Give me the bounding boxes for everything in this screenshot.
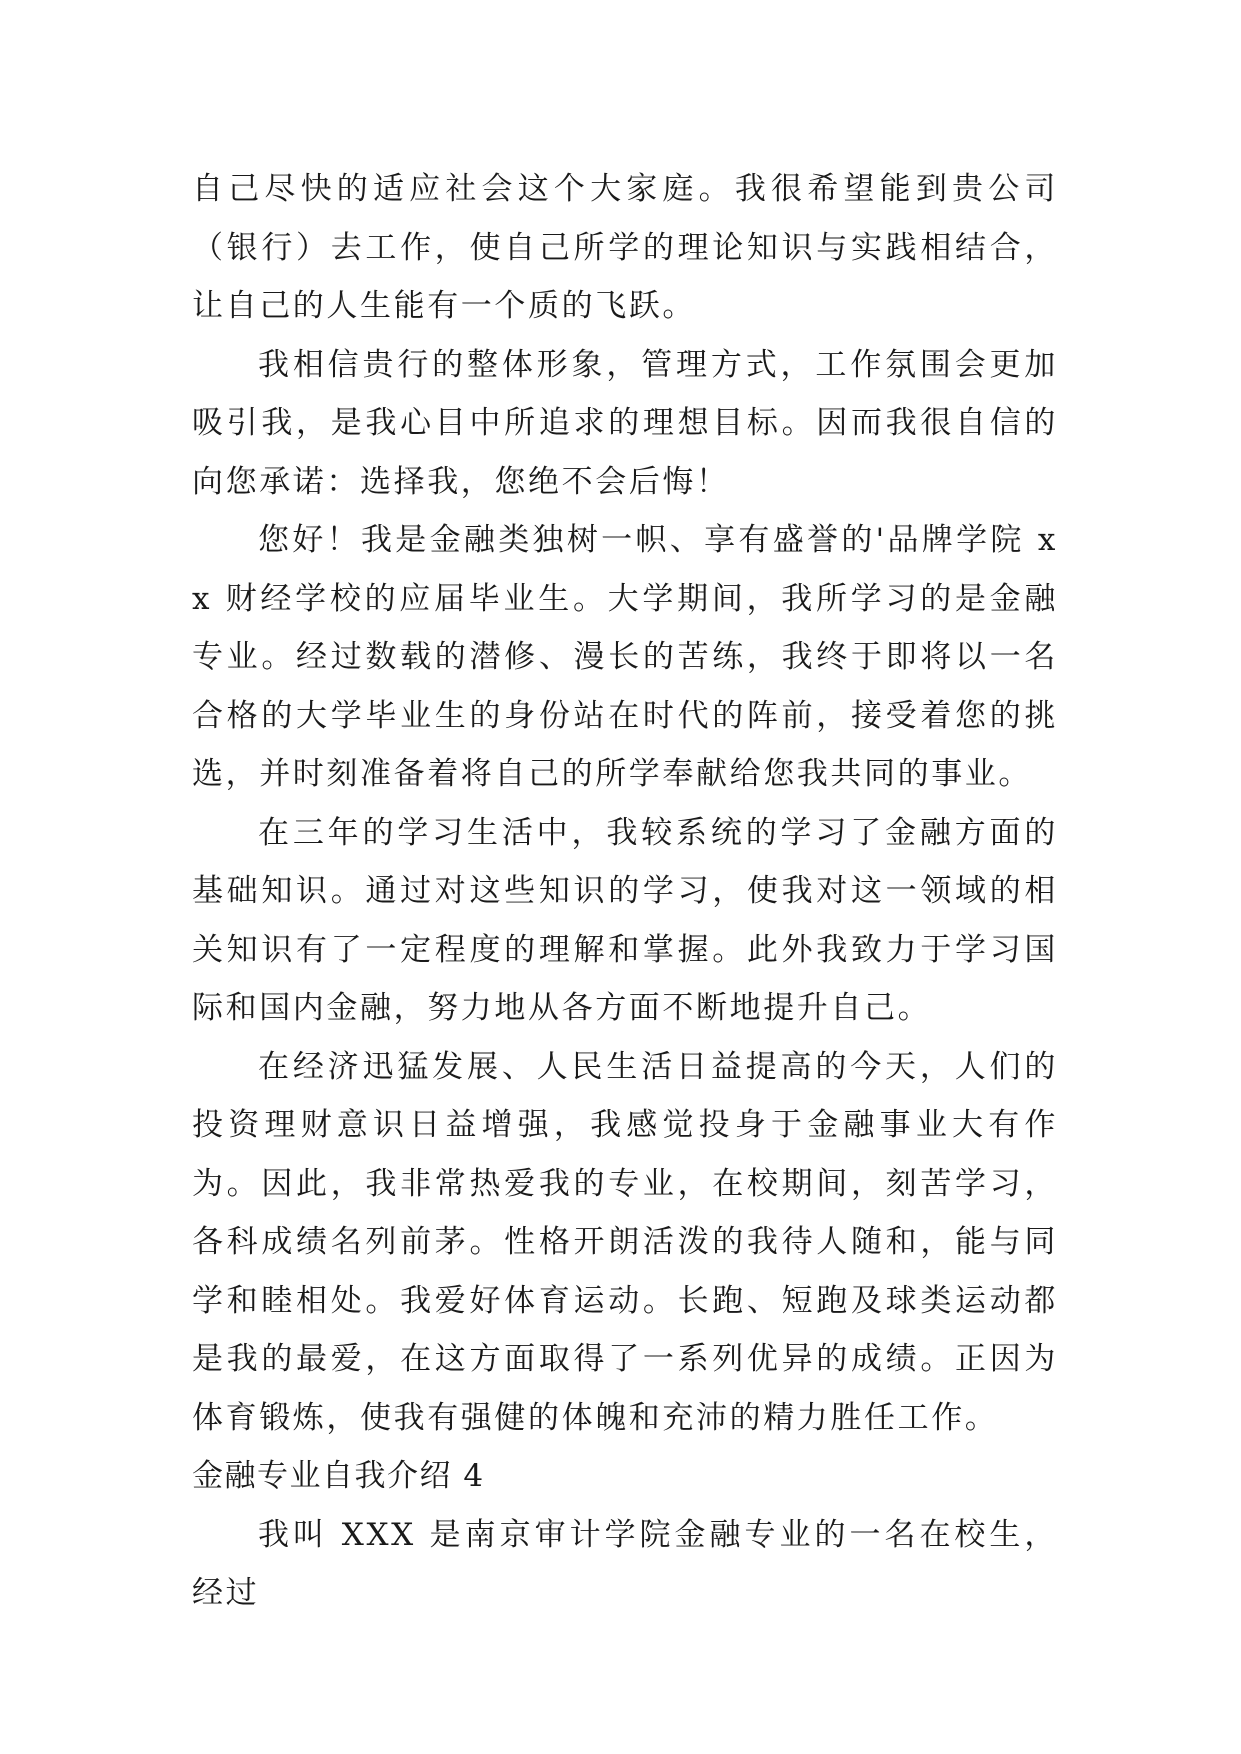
- paragraph-2: 我相信贵行的整体形象，管理方式，工作氛围会更加吸引我，是我心目中所追求的理想目标。因而我很自信的向您承诺：选择我，您绝不会后悔！: [192, 346, 1058, 500]
- section-heading: 金融专业自我介绍 4: [192, 1458, 485, 1494]
- paragraph-6: 我叫 XXX 是南京审计学院金融专业的一名在校生，经过: [192, 1516, 1058, 1611]
- paragraph-4: 在三年的学习生活中，我较系统的学习了金融方面的基础知识。通过对这些知识的学习，使我对这一领域的相关知识有了一定程度的理解和掌握。此外我致力于学习国际和国内金融，努力地从各方面不断地提升自己。: [192, 814, 1058, 1026]
- paragraph-5: 在经济迅猛发展、人民生活日益提高的今天，人们的投资理财意识日益增强，我感觉投身于金融事业大有作为。因此，我非常热爱我的专业，在校期间，刻苦学习，各科成绩名列前茅。性格开朗活泼的我待人随和，能与同学和睦相处。我爱好体育运动。长跑、短跑及球类运动都是我的最爱，在这方面取得了一系列优异的成绩。正因为体育锻炼，使我有强健的体魄和充沛的精力胜任工作。: [192, 1048, 1058, 1436]
- document-body: [192, 160, 1058, 1623]
- paragraph-1: 自己尽快的适应社会这个大家庭。我很希望能到贵公司（银行）去工作，使自己所学的理论知识与实践相结合，让自己的人生能有一个质的飞跃。: [192, 171, 1058, 324]
- paragraph-3: 您好！我是金融类独树一帜、享有盛誉的'品牌学院 xx 财经学校的应届毕业生。大学期间，我所学习的是金融专业。经过数载的潜修、漫长的苦练，我终于即将以一名合格的大学毕业生的身份站在时代的阵前，接受着您的挑选，并时刻准备着将自己的所学奉献给您我共同的事业。: [192, 522, 1058, 792]
